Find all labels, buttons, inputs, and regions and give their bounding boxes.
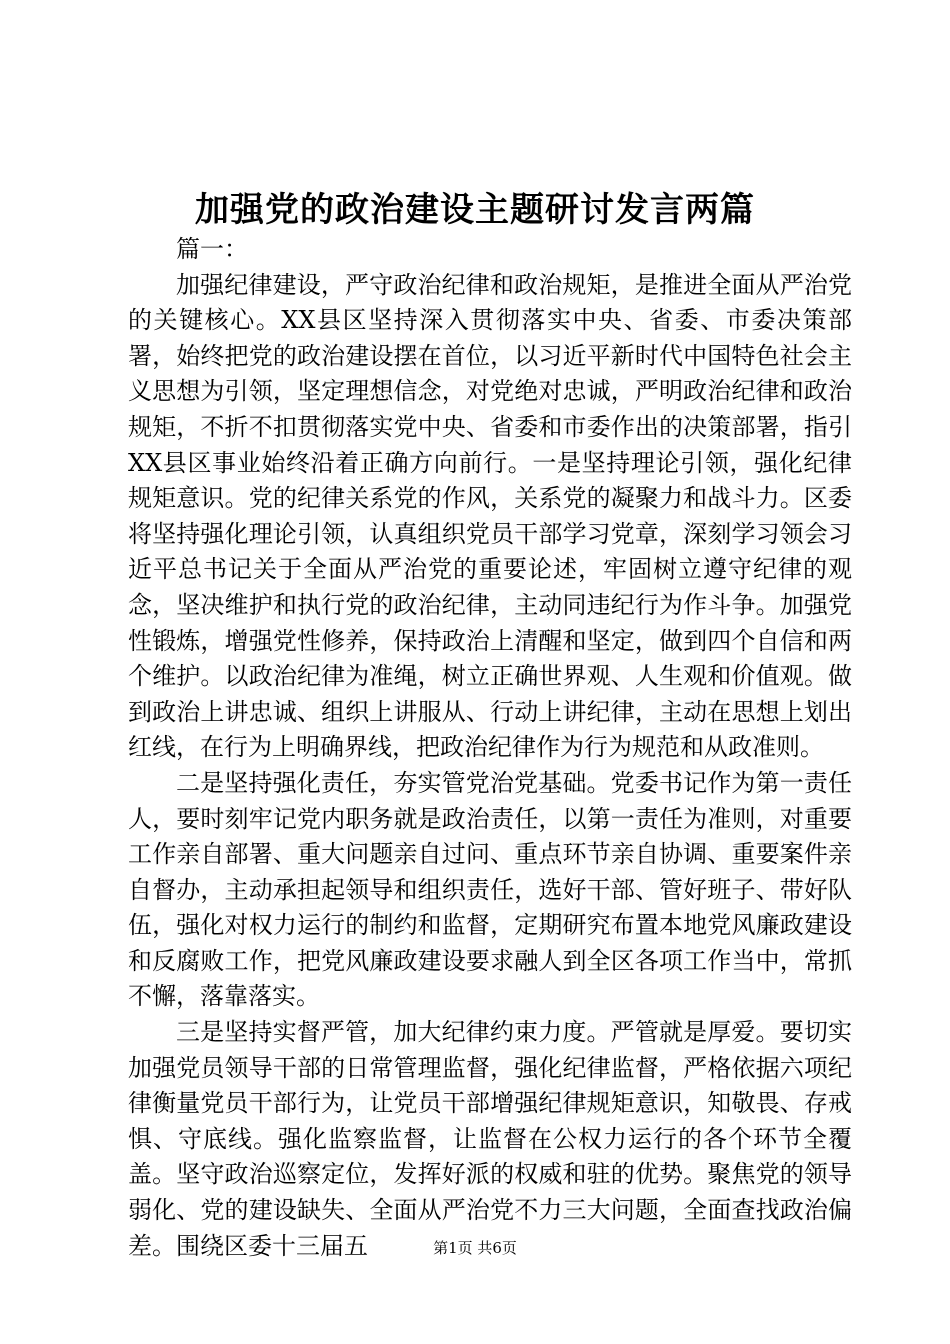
paragraph: 加强纪律建设，严守政治纪律和政治规矩，是推进全面从严治党的关键核心。XX县区坚持深入贯彻落实中央、省委、市委决策部署，始终把党的政治建设摆在首位，以习近平新时代中国特色社会主义思想为引领，坚定理想信念，对党绝对忠诚，严明政治纪律和政治规矩，不折不扣贯彻落实党中央、省委和市委作出的决策部署，指引XX县区事业始终沿着正确方向前行。一是坚持理论引领，强化纪律规矩意识。党的纪律关系党的作风，关系党的凝聚力和战斗力。区委将坚持强化理论引领，认真组织党员干部学习党章，深刻学习领会习近平总书记关于全面从严治党的重要论述，牢固树立遵守纪律的观念，坚决维护和执行党的政治纪律，主动同违纪行为作斗争。加强党性锻炼，增强党性修养，保持政治上清醒和坚定，做到四个自信和两个维护。以政治纪律为准绳，树立正确世界观、人生观和价值观。做到政治上讲忠诚、组织上讲服从、行动上讲纪律，主动在思想上划出红线，在行为上明确界线，把政治纪律作为行为规范和从政准则。 (128, 270, 852, 762)
paragraph: 二是坚持强化责任，夯实管党治党基础。党委书记作为第一责任人，要时刻牢记党内职务就是政治责任，以第一责任为准则，对重要工作亲自部署、重大问题亲自过问、重点环节亲自协调、重要案件亲自督办，主动承担起领导和组织责任，选好干部、管好班子、带好队伍，强化对权力运行的制约和监督，定期研究布置本地党风廉政建设和反腐败工作，把党风廉政建设要求融人到全区各项工作当中，常抓不懈，落靠落实。 (128, 768, 852, 1011)
document-title: 加强党的政治建设主题研讨发言两篇 (195, 190, 755, 230)
section-label: 篇一： (176, 235, 248, 263)
document-body (128, 232, 852, 1264)
page-footer: 第1页 共6页 (433, 1239, 517, 1257)
paragraph: 三是坚持实督严管，加大纪律约束力度。严管就是厚爱。要切实加强党员领导干部的日常管理监督，强化纪律监督，严格依据六项纪律衡量党员干部行为，让党员干部增强纪律规矩意识，知敬畏、存戒惧、守底线。强化监察监督，让监督在公权力运行的各个环节全覆盖。坚守政治巡察定位，发挥好派的权威和驻的优势。聚焦党的领导弱化、党的建设缺失、全面从严治党不力三大问题，全面查找政治偏差。围绕区委十三届五 (128, 1018, 852, 1260)
